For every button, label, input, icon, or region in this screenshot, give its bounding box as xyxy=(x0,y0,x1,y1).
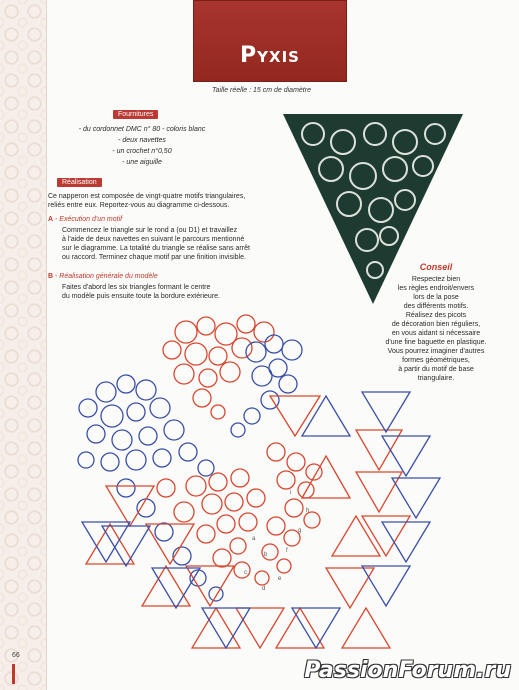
advice-line: lors de la pose xyxy=(413,294,459,301)
supplies-list xyxy=(62,124,222,168)
intro-line: reliés entre eux. Reportez-vous au diagramme ci-dessous. xyxy=(48,202,230,209)
advice-line: formes géométriques, xyxy=(402,357,470,364)
advice-line: de décoration bien réguliers, xyxy=(391,321,481,328)
supply-item: - un crochet n°0,50 xyxy=(112,148,172,155)
realisation-intro xyxy=(48,192,278,210)
title-initial: P xyxy=(240,43,258,68)
svg-text:c: c xyxy=(244,570,247,576)
advice-line: des différents motifs. xyxy=(403,303,469,310)
site-watermark: PassionForum.ru xyxy=(304,658,511,683)
svg-text:e: e xyxy=(278,576,282,582)
blue-motif-bottom xyxy=(117,479,223,601)
real-size-note: Taille réelle : 15 cm de diamètre xyxy=(212,87,311,94)
step-b-letter: B xyxy=(48,273,54,280)
blue-motif-top xyxy=(231,335,302,437)
step-a-letter: A xyxy=(48,216,54,223)
title-banner xyxy=(193,0,347,82)
advice-line: à partir du motif de base xyxy=(398,366,474,373)
supply-item: - du cordonnet DMC n° 80 - coloris blanc xyxy=(78,126,206,133)
advice-line: Respectez bien xyxy=(411,276,461,283)
advice-line: en vous aidant si nécessaire xyxy=(391,330,481,337)
advice-line: Vous pourrez imaginer d'autres xyxy=(387,348,485,355)
intro-line: Ce napperon est composée de vingt-quatre motifs triangulaires, xyxy=(48,193,246,200)
advice-line: triangulaire. xyxy=(417,375,455,382)
triangle-outlines-blue xyxy=(82,392,440,648)
title-rest: YXIS xyxy=(257,48,300,66)
advice-line: les règles endroit/envers xyxy=(397,285,475,292)
svg-text:b: b xyxy=(264,552,268,558)
step-b-line: Faites d'abord les six triangles formant le centre xyxy=(62,284,211,291)
svg-text:f: f xyxy=(286,548,288,554)
page-title xyxy=(194,43,346,68)
svg-text:h: h xyxy=(306,508,310,514)
page-marker xyxy=(12,664,15,684)
blue-motif-left xyxy=(78,375,214,476)
step-b-line: du modèle puis ensuite toute la bordure extérieure. xyxy=(62,293,220,300)
realisation-heading: Réalisation xyxy=(57,178,102,187)
advice-heading: Conseil xyxy=(419,262,453,272)
step-b-text xyxy=(62,283,287,301)
step-a-line: sur le diagramme. La totalité du triangle se réalise sans arrêt xyxy=(62,245,250,252)
supply-item: - une aiguille xyxy=(122,159,162,166)
red-motif-right xyxy=(255,443,322,585)
svg-text:d: d xyxy=(262,586,266,592)
lace-border-decoration xyxy=(0,0,46,690)
step-a-label: - Exécution d'un motif xyxy=(53,216,123,223)
svg-text:g: g xyxy=(298,528,302,534)
step-a-text xyxy=(62,226,287,262)
page-number: 66 xyxy=(12,652,20,659)
page-divider xyxy=(46,0,47,690)
svg-text:a: a xyxy=(252,536,256,542)
supply-item: - deux navettes xyxy=(118,137,166,144)
tatting-diagram xyxy=(66,312,486,657)
advice-line: d'une fine baguette en plastique. xyxy=(385,339,487,346)
svg-text:i: i xyxy=(290,490,292,496)
step-b-label: - Réalisation générale du modèle xyxy=(53,273,158,280)
step-a-line: à l'aide de deux navettes en suivant le parcours mentionné xyxy=(62,236,245,243)
advice-line: Réalisez des picots xyxy=(405,312,467,319)
step-a-title xyxy=(48,216,122,223)
step-a-line: ou raccord. Terminez chaque motif par une finition invisible. xyxy=(62,254,246,261)
supplies-heading: Fournitures xyxy=(113,110,158,119)
step-a-line: Commencez le triangle sur le rond a (ou D1) et travaillez xyxy=(62,227,238,234)
step-b-title xyxy=(48,273,158,280)
